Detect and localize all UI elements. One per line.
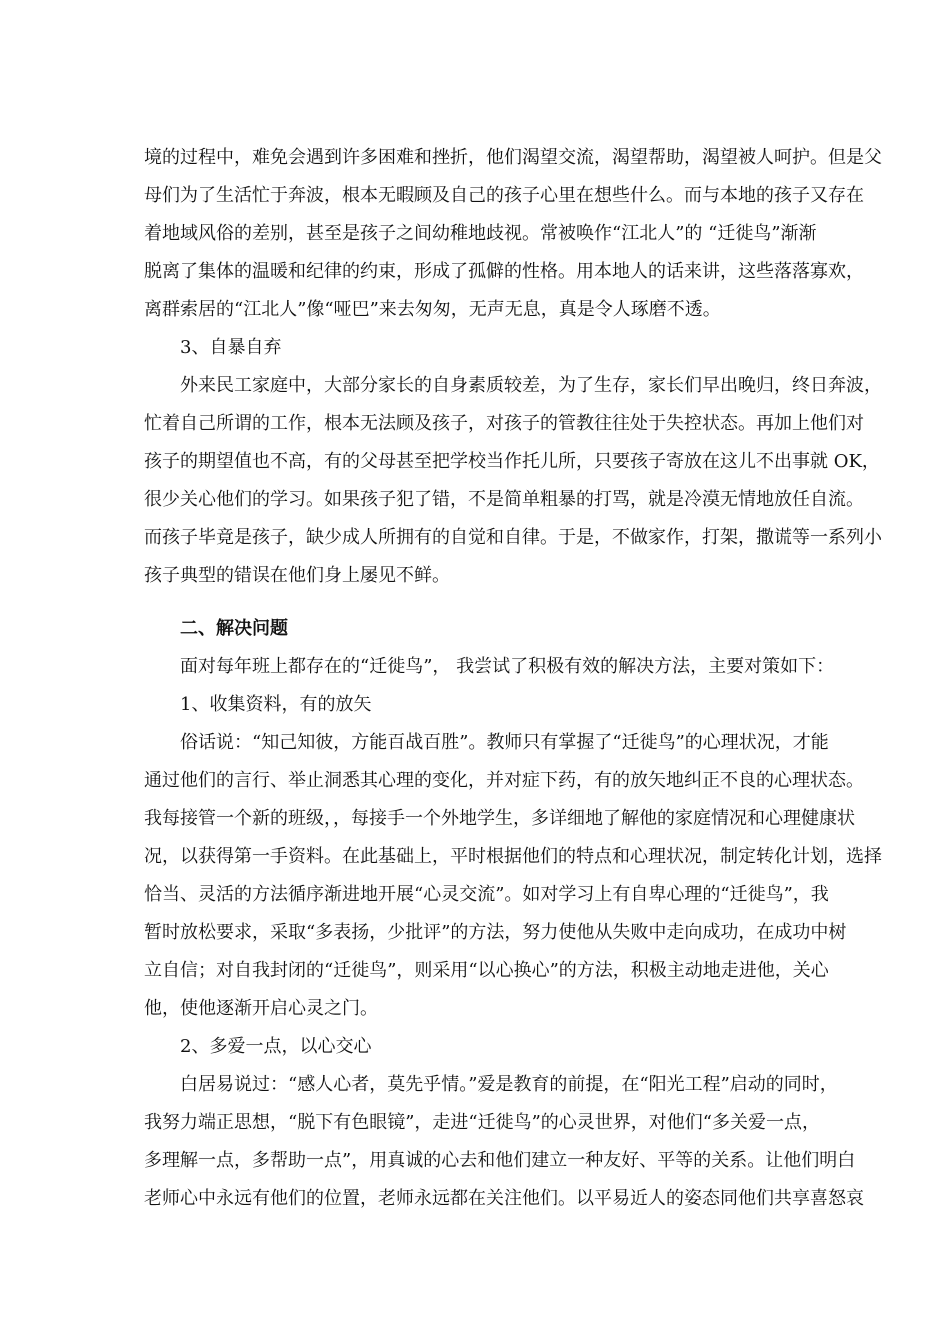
paragraph-line: 脱离了集体的温暖和纪律的约束，形成了孤僻的性格。用本地人的话来讲，这些落落寡欢， [144, 261, 864, 282]
paragraph-line: 多理解一点，多帮助一点”，用真诚的心去和他们建立一种友好、平等的关系。让他们明白 [144, 1150, 856, 1171]
paragraph-line: 通过他们的言行、举止洞悉其心理的变化，并对症下药，有的放矢地纠正不良的心理状态。 [144, 770, 864, 791]
paragraph-line: 俗话说：“知己知彼，方能百战百胜”。教师只有掌握了“迁徙鸟”的心理状况，才能 [180, 732, 829, 753]
paragraph-line: 境的过程中，难免会遇到许多困难和挫折，他们渴望交流，渴望帮助，渴望被人呵护。但是父 [144, 147, 882, 168]
paragraph-line: 母们为了生活忙于奔波，根本无暇顾及自己的孩子心里在想些什么。而与本地的孩子又存在 [144, 185, 864, 206]
paragraph-line: 白居易说过：“感人心者，莫先乎情。”爱是教育的前提，在“阳光工程”启动的同时， [180, 1074, 838, 1095]
paragraph-line: 孩子的期望值也不高，有的父母甚至把学校当作托儿所，只要孩子寄放在这儿不出事就 OK， [144, 451, 880, 472]
subheading-2: 2、多爱一点，以心交心 [180, 1036, 372, 1057]
subheading-1: 1、收集资料，有的放矢 [180, 694, 372, 715]
paragraph-line: 着地域风俗的差别，甚至是孩子之间幼稚地歧视。常被唤作“江北人”的 “迁徙鸟”渐渐 [144, 223, 817, 244]
paragraph-line: 我努力端正思想，“脱下有色眼镜”，走进“迁徙鸟”的心灵世界，对他们“多关爱一点， [144, 1112, 821, 1133]
subheading-3: 3、自暴自弃 [180, 337, 282, 358]
paragraph-line: 孩子典型的错误在他们身上屡见不鲜。 [144, 565, 450, 586]
section-heading: 二、解决问题 [180, 618, 288, 639]
paragraph-line: 离群索居的“江北人”像“哑巴”来去匆匆，无声无息，真是令人琢磨不透。 [144, 299, 721, 320]
paragraph-line: 暂时放松要求，采取“多表扬，少批评”的方法，努力使他从失败中走向成功，在成功中树 [144, 922, 847, 943]
paragraph-line: 我每接管一个新的班级，，每接手一个外地学生，多详细地了解他的家庭情况和心理健康状 [144, 808, 855, 829]
paragraph-line: 忙着自己所谓的工作，根本无法顾及孩子，对孩子的管教往往处于失控状态。再加上他们对 [144, 413, 864, 434]
paragraph-line: 况，以获得第一手资料。在此基础上，平时根据他们的特点和心理状况，制定转化计划，选择 [144, 846, 882, 867]
paragraph-line: 外来民工家庭中，大部分家长的自身素质较差，为了生存，家长们早出晚归，终日奔波， [180, 375, 882, 396]
paragraph-line: 老师心中永远有他们的位置，老师永远都在关注他们。以平易近人的姿态同他们共享喜怒哀 [144, 1188, 864, 1209]
paragraph-line: 很少关心他们的学习。如果孩子犯了错，不是简单粗暴的打骂，就是冷漠无情地放任自流。 [144, 489, 864, 510]
paragraph-line: 他，使他逐渐开启心灵之门。 [144, 998, 378, 1019]
paragraph-line: 恰当、灵活的方法循序渐进地开展“心灵交流”。如对学习上有自卑心理的“迁徙鸟”，我 [144, 884, 829, 905]
paragraph-line: 立自信；对自我封闭的“迁徙鸟”，则采用“以心换心”的方法，积极主动地走进他，关心 [144, 960, 829, 981]
paragraph-line: 而孩子毕竟是孩子，缺少成人所拥有的自觉和自律。于是，不做家作，打架，撒谎等一系列小 [144, 527, 882, 548]
paragraph-line: 面对每年班上都存在的“迁徙鸟”， 我尝试了积极有效的解决方法，主要对策如下： [180, 656, 835, 677]
